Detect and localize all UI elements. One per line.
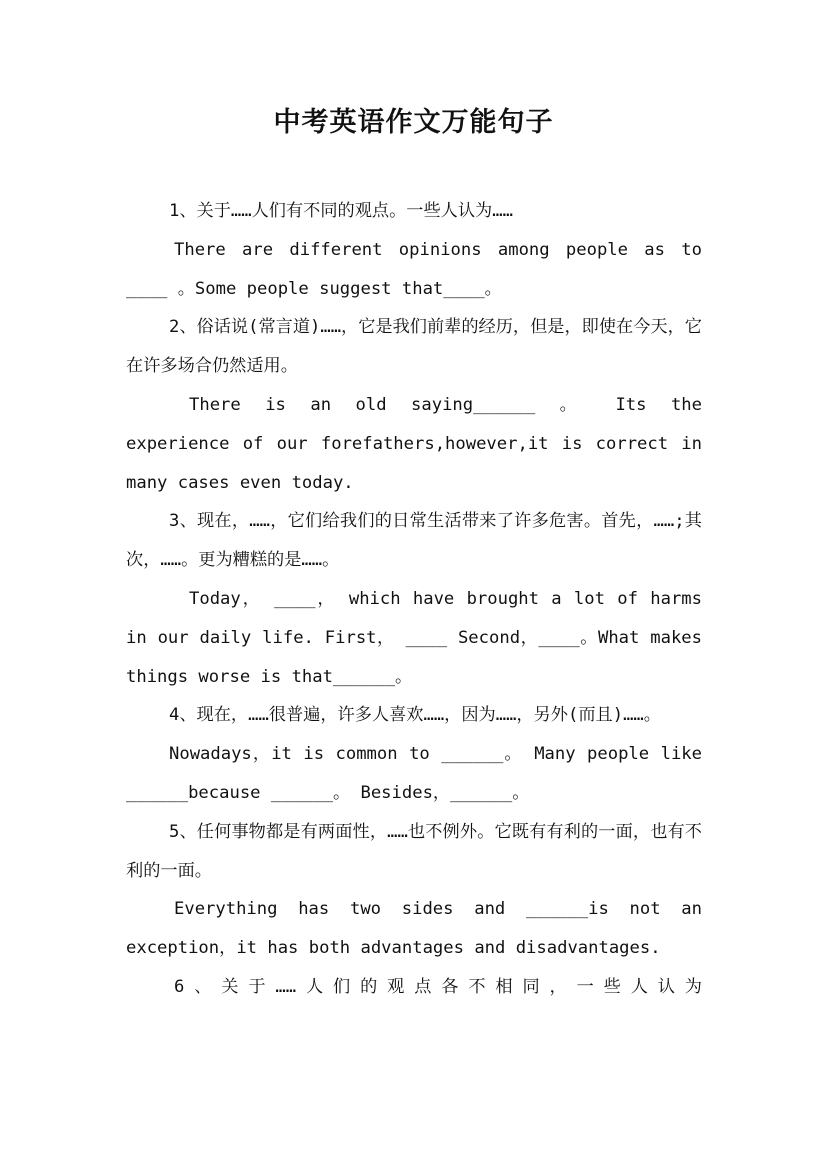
item-2-english: There is an old saying______ 。 Its the experience of our forefathers,however,it is correct in many cases even today. [126,394,702,493]
item-4-chinese: 4、现在，……很普遍，许多人喜欢……，因为……，另外(而且)……。 [169,705,661,726]
item-5-chinese: 5、任何事物都是有两面性，……也不例外。它既有有利的一面，也有不利的一面。 [126,821,702,881]
item-5-english: Everything has two sides and ______is not an exception，it has both advantages and disadvantages. [126,899,702,959]
item-3-chinese: 3、现在，……，它们给我们的日常生活带来了许多危害。首先，……;其次，……。更为糟糕的是……。 [126,511,702,571]
item-6-chinese: 6、关于……人们的观点各不相同，一些人认为 [174,976,702,997]
item-1-chinese: 1、关于……人们有不同的观点。一些人认为…… [169,201,513,221]
document-body [126,192,702,1007]
document-title: 中考英语作文万能句子 [273,107,554,138]
item-3-english: Today， ____， which have brought a lot of harms in our daily life. First， ____ Second，____。What makes things worse is that______。 [126,588,702,687]
item-4-english: Nowadays，it is common to ______。 Many people like ______because ______。 Besides，______。 [126,744,702,803]
item-1-english: There are different opinions among people as to ____ 。Some people suggest that____。 [126,239,702,299]
item-2-chinese: 2、俗话说(常言道)……，它是我们前辈的经历，但是，即使在今天，它在许多场合仍然适用。 [126,317,702,377]
